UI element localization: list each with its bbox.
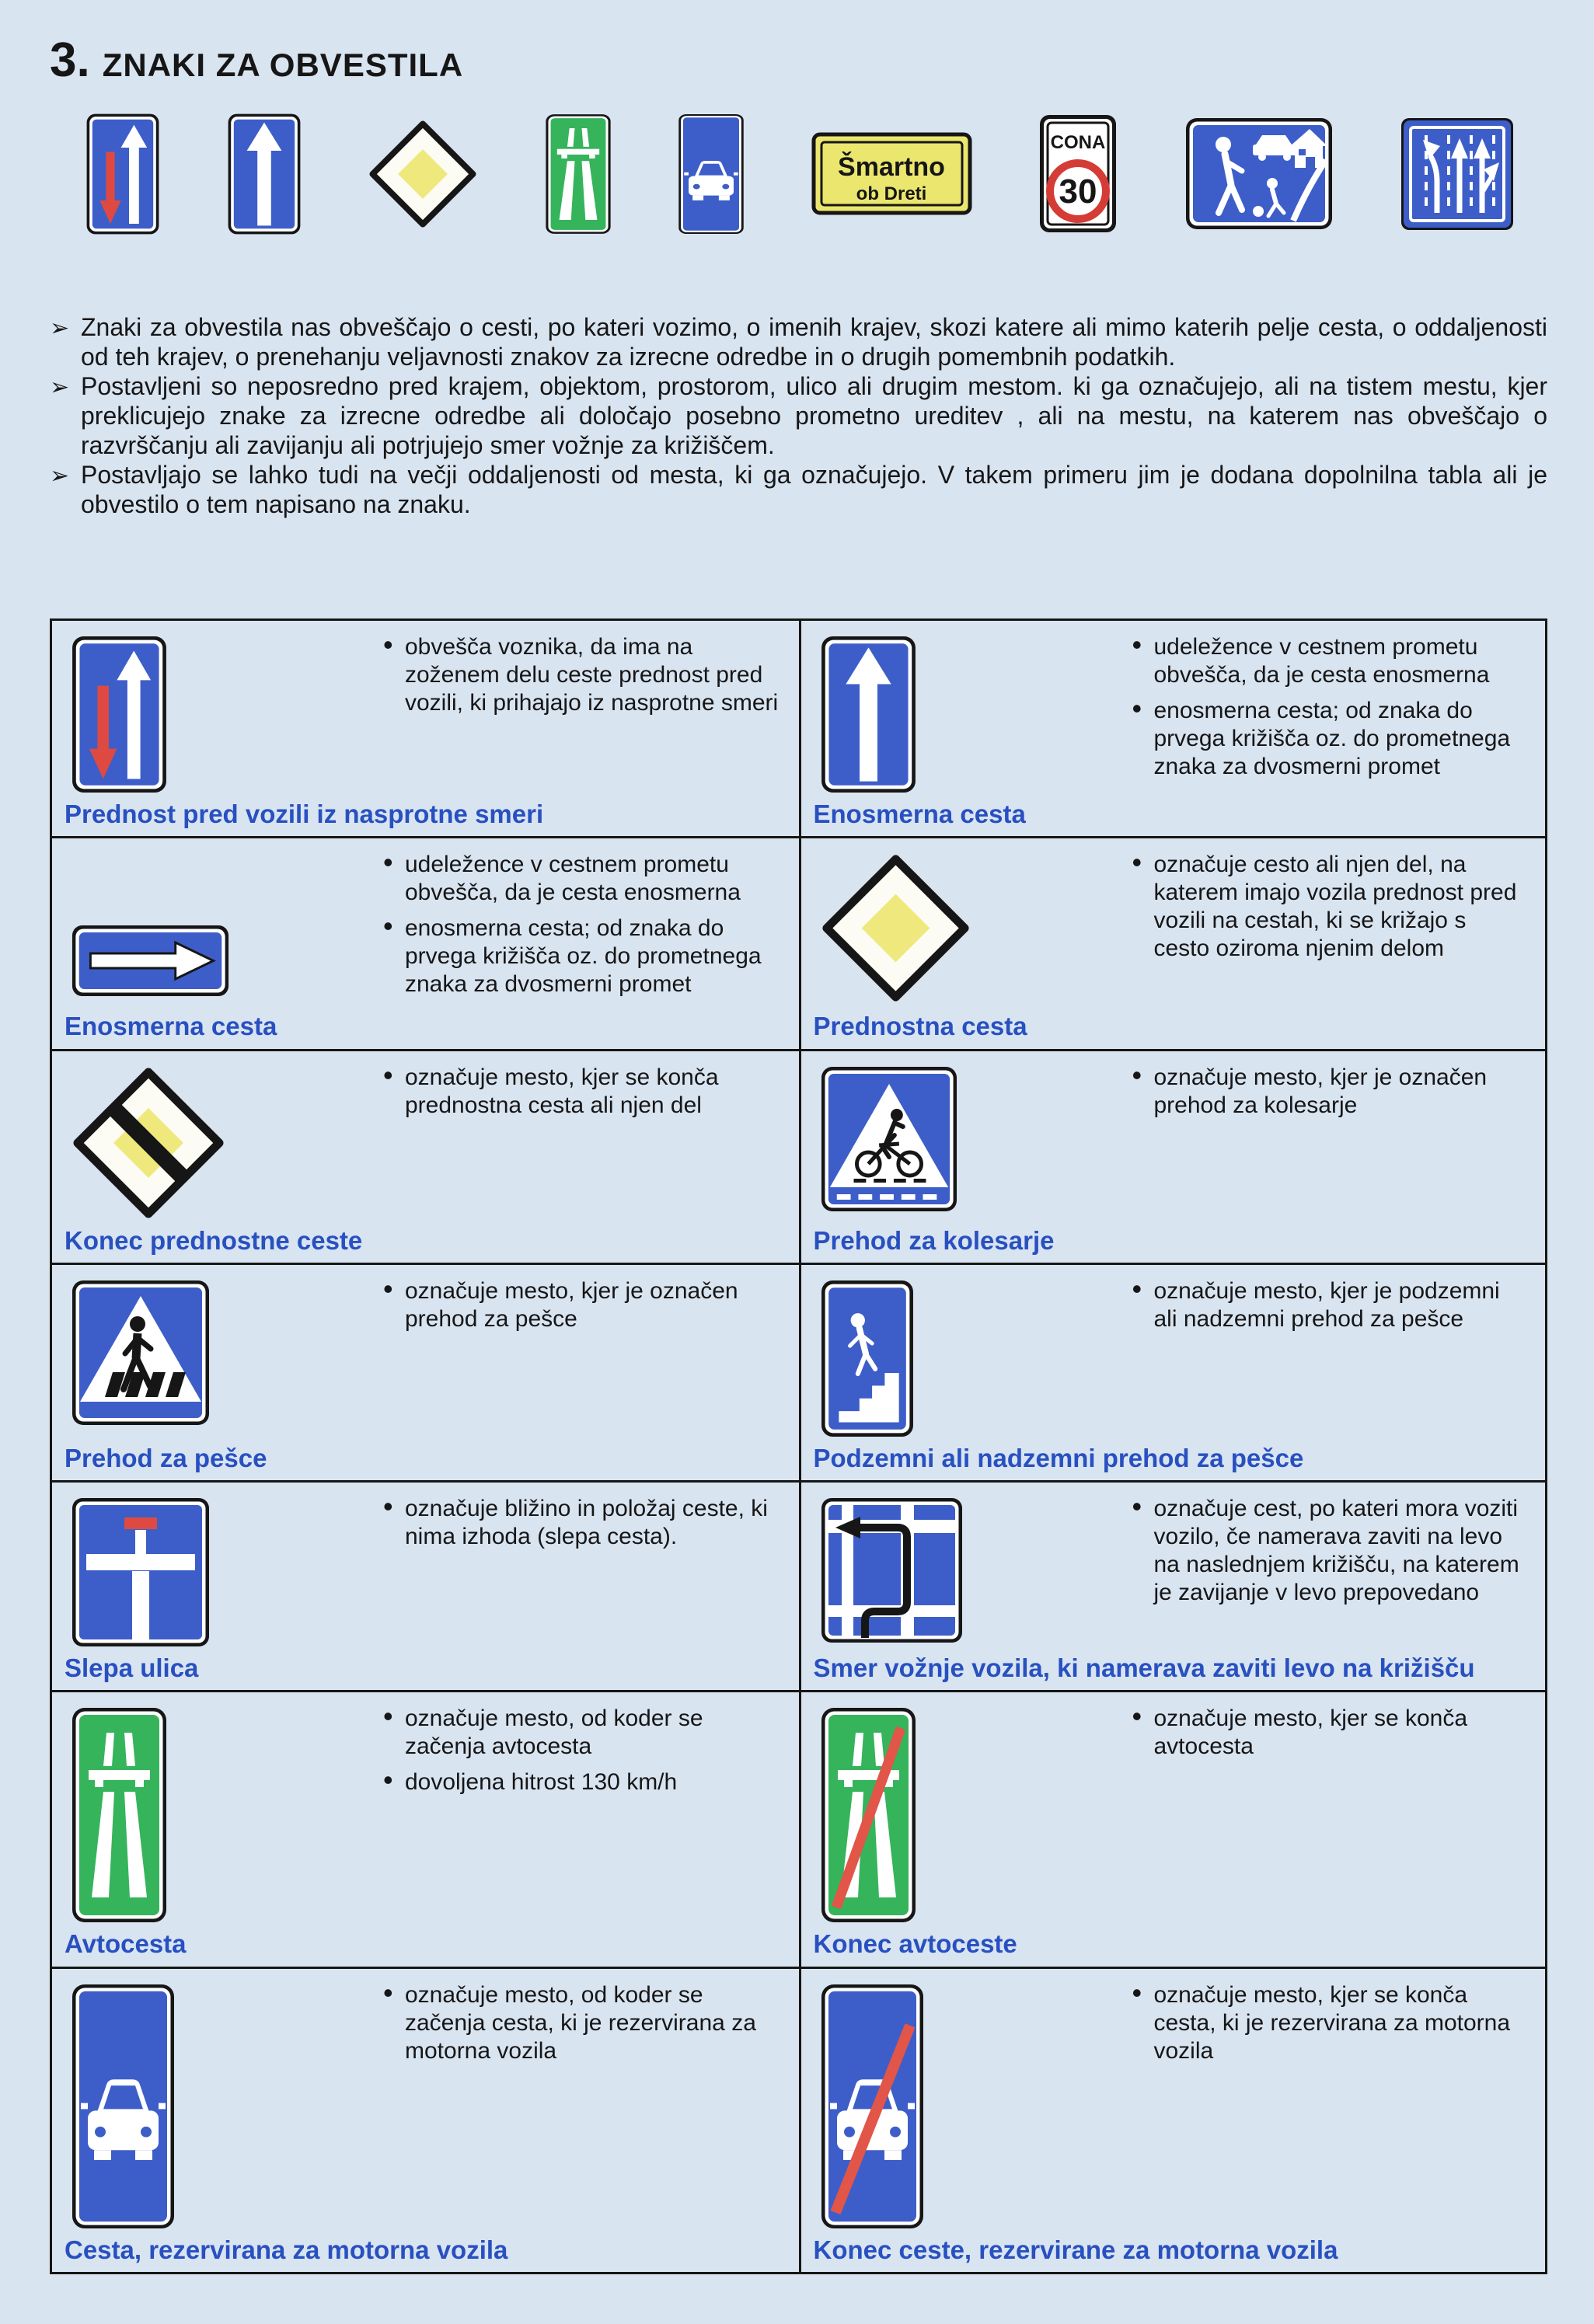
description-item: • enosmerna cesta; od znaka do prvega križišča oz. do prometnega znaka za dvosmerni promet — [382, 915, 779, 998]
left-turn-route-sign-icon — [820, 1496, 964, 1644]
priority-road-sign-icon — [368, 119, 478, 229]
table-cell — [52, 621, 799, 836]
signs-table — [50, 618, 1547, 2274]
table-cell — [52, 1051, 799, 1263]
sign-label: Prednostna cesta — [813, 1012, 1027, 1041]
sign-descriptions — [1131, 633, 1536, 789]
sign-label: Cesta, rezervirana za motorna vozila — [65, 2235, 508, 2264]
underpass-sign-icon — [820, 1279, 915, 1438]
sign-label: Avtocesta — [65, 1929, 187, 1959]
sign-descriptions — [1131, 1495, 1536, 1615]
table-row — [52, 836, 1545, 1048]
table-row — [52, 1049, 1545, 1263]
cell-body — [61, 629, 790, 794]
sign-column — [811, 846, 1131, 1004]
table-cell — [799, 1483, 1546, 1690]
arrow-bullet-icon: ➢ — [50, 315, 70, 341]
table-cell — [52, 838, 799, 1048]
description-item: • udeležence v cestnem prometu obvešča, da je cesta enosmerna — [382, 851, 779, 907]
sign-column — [61, 846, 382, 998]
sign-descriptions — [382, 1064, 790, 1127]
sign-label: Konec prednostne ceste — [65, 1225, 363, 1255]
motor-vehicle-road-sign-icon — [678, 113, 745, 235]
residential-zone-sign-icon — [1184, 117, 1334, 231]
cell-body — [811, 1700, 1536, 1924]
sign-column — [61, 1490, 382, 1648]
sign-descriptions — [1131, 1981, 1536, 2073]
sign-column — [811, 1490, 1131, 1644]
description-item: • označuje mesto, kjer se konča avtocesta — [1131, 1705, 1526, 1761]
cell-body — [61, 1273, 790, 1438]
description-item: • udeležence v cestnem prometu obvešča, da je cesta enosmerna — [1131, 633, 1526, 689]
sign-descriptions — [382, 1705, 790, 1804]
pedestrian-crossing-sign-icon — [71, 1279, 211, 1427]
page-title: ZNAKI ZA OBVESTILA — [102, 47, 464, 83]
priority-over-oncoming-sign-icon — [71, 635, 168, 794]
sign-descriptions — [1131, 851, 1536, 970]
table-cell — [799, 1692, 1546, 1966]
one-way-up-sign-icon — [820, 635, 917, 794]
sign-descriptions — [382, 633, 790, 725]
sign-label: Podzemni ali nadzemni prehod za pešce — [813, 1443, 1304, 1472]
cell-body — [811, 1490, 1536, 1648]
table-cell — [52, 1692, 799, 1966]
table-cell — [52, 1483, 799, 1690]
table-cell — [799, 1265, 1546, 1480]
sign-label: Prehod za kolesarje — [813, 1225, 1055, 1255]
priority-road-sign-icon — [820, 852, 971, 1004]
sign-descriptions — [382, 851, 790, 1006]
section-number: 3. — [50, 33, 90, 87]
description-item: • označuje mesto, od koder se začenja avtocesta — [382, 1705, 779, 1761]
table-row — [52, 1480, 1545, 1690]
sign-column — [811, 1700, 1131, 1924]
zone-30-sign-icon — [1038, 113, 1118, 234]
table-cell — [799, 1051, 1546, 1263]
sign-column — [811, 1059, 1131, 1213]
table-row — [52, 1263, 1545, 1480]
description-item: • označuje mesto, kjer se konča prednostna cesta ali njen del — [382, 1064, 779, 1120]
sign-column — [61, 1059, 382, 1221]
description-item: • obvešča voznika, da ima na zoženem delu ceste prednost pred vozili, ki prihajajo iz nasprotne smeri — [382, 633, 779, 717]
description-item: • dovoljena hitrost 130 km/h — [382, 1768, 779, 1796]
sign-column — [61, 1273, 382, 1427]
cell-body — [811, 629, 1536, 794]
cell-body — [811, 846, 1536, 1006]
table-cell — [52, 1265, 799, 1480]
lane-directions-sign-icon — [1400, 117, 1515, 232]
description-item: • označuje mesto, kjer se konča cesta, ki je rezervirana za motorna vozila — [1131, 1981, 1526, 2065]
sign-descriptions — [1131, 1705, 1536, 1768]
sign-label: Prednost pred vozili iz nasprotne smeri — [65, 800, 544, 828]
description-item: • označuje mesto, od koder se začenja cesta, ki je rezervirana za motorna vozila — [382, 1981, 779, 2065]
cell-body — [61, 1490, 790, 1648]
priority-over-oncoming-sign-icon — [85, 113, 160, 235]
cell-body — [811, 1977, 1536, 2230]
page-header — [50, 33, 1547, 88]
one-way-right-sign-icon — [71, 924, 230, 998]
sign-label: Slepa ulica — [65, 1653, 199, 1683]
svg-text:Šmartno: Šmartno — [837, 152, 945, 182]
cell-body — [61, 1700, 790, 1924]
dead-end-sign-icon — [71, 1496, 211, 1648]
sign-descriptions — [1131, 1064, 1536, 1127]
sign-label: Enosmerna cesta — [813, 800, 1026, 828]
intro-paragraph — [50, 460, 1547, 519]
sign-label: Enosmerna cesta — [65, 1012, 277, 1041]
sign-column — [61, 1977, 382, 2230]
motor-vehicle-road-sign-icon — [71, 1983, 176, 2230]
cycle-crossing-sign-icon — [820, 1065, 958, 1213]
description-item: • označuje bližino in položaj ceste, ki nima izhoda (slepa cesta). — [382, 1495, 779, 1551]
intro-paragraph — [50, 312, 1547, 371]
sign-column — [61, 1700, 382, 1924]
description-item: • enosmerna cesta; od znaka do prvega križišča oz. do prometnega znaka za dvosmerni promet — [1131, 697, 1526, 781]
paragraph-text: Znaki za obvestila nas obveščajo o cesti, po kateri vozimo, o imenih krajev, skozi katere ali mimo katerih pelje cesta, o oddaljenosti od teh krajev, o prenehanju veljavnosti znakov za izrecne odredbe in o drugih pomembnih podatkih. — [81, 313, 1547, 371]
svg-text:CONA: CONA — [1050, 132, 1106, 153]
sign-column — [811, 629, 1131, 794]
sign-label: Smer vožnje vozila, ki namerava zaviti levo na križišču — [813, 1653, 1475, 1683]
top-sign-row — [85, 110, 1515, 238]
sign-descriptions — [1131, 1277, 1536, 1341]
description-item: • označuje mesto, kjer je podzemni ali nadzemni prehod za pešce — [1131, 1277, 1526, 1333]
intro-paragraphs — [50, 312, 1547, 519]
description-item: • označuje mesto, kjer je označen prehod za kolesarje — [1131, 1064, 1526, 1120]
sign-descriptions — [382, 1277, 790, 1341]
cell-body — [61, 846, 790, 1006]
table-cell — [799, 621, 1546, 836]
arrow-bullet-icon: ➢ — [50, 463, 70, 489]
cell-body — [811, 1059, 1536, 1221]
paragraph-text: Postavljeni so neposredno pred krajem, objektom, prostorom, ulico ali drugim mestom. ki ga označujejo, ali na tistem mestu, kjer preklicujejo znake za izrecne odredbe ali določajo posebno prometno ureditev , ali na mestu, na katerem nas obveščajo o razvrščanju ali zavijanju ali potrjujejo smer vožnje za križiščem. — [81, 372, 1547, 459]
description-item: • označuje cest, po kateri mora voziti vozilo, če namerava zaviti na levo na naslednjem križišču, na katerem je zavijanje v levo prepovedano — [1131, 1495, 1526, 1607]
intro-paragraph — [50, 371, 1547, 460]
sign-label: Konec avtoceste — [813, 1929, 1017, 1959]
sign-descriptions — [382, 1495, 790, 1559]
cell-body — [61, 1059, 790, 1221]
cell-body — [61, 1977, 790, 2230]
paragraph-text: Postavljajo se lahko tudi na večji oddaljenosti od mesta, ki ga označujejo. V takem primeru jim je dodana dopolnilna tabla ali je obvestilo o tem napisano na znaku. — [81, 461, 1547, 518]
motorway-sign-icon — [71, 1706, 168, 1924]
svg-text:ob Dreti: ob Dreti — [856, 183, 926, 204]
sign-column — [811, 1977, 1131, 2230]
table-row — [52, 621, 1545, 836]
description-item: • označuje cesto ali njen del, na katerem imajo vozila prednost pred vozili na cestah, ki se križajo s cesto oziroma njenim delom — [1131, 851, 1526, 963]
sign-column — [61, 629, 382, 794]
sign-descriptions — [382, 1981, 790, 2073]
one-way-up-sign-icon — [227, 113, 302, 235]
table-row — [52, 1690, 1545, 1966]
arrow-bullet-icon: ➢ — [50, 375, 70, 400]
end-motor-vehicle-road-sign-icon — [820, 1983, 925, 2230]
sign-column — [811, 1273, 1131, 1438]
description-item: • označuje mesto, kjer je označen prehod za pešce — [382, 1277, 779, 1333]
end-priority-road-sign-icon — [71, 1065, 226, 1221]
end-motorway-sign-icon — [820, 1706, 917, 1924]
table-row — [52, 1967, 1545, 2272]
cell-body — [811, 1273, 1536, 1438]
place-name-sign-icon — [811, 132, 972, 215]
table-cell — [799, 1969, 1546, 2272]
table-cell — [52, 1969, 799, 2272]
sign-label: Prehod za pešce — [65, 1443, 267, 1472]
motorway-sign-icon — [545, 113, 612, 235]
svg-text:30: 30 — [1059, 172, 1097, 211]
table-cell — [799, 838, 1546, 1048]
sign-label: Konec ceste, rezervirane za motorna vozila — [813, 2235, 1338, 2264]
